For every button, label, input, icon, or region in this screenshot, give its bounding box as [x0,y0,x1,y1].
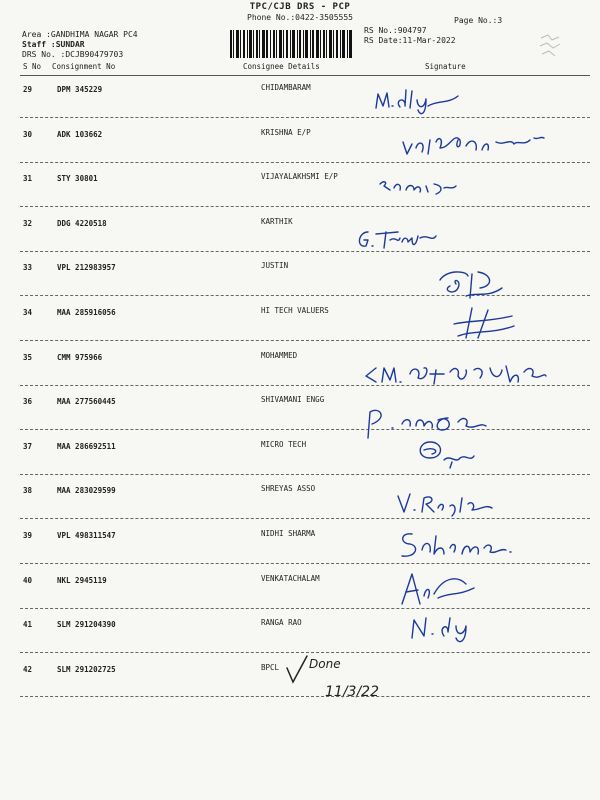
rs-number: RS No.:904797 [364,26,427,35]
signature-row-40 [398,568,482,608]
serial-number: 39 [23,531,33,540]
consignment-number: SLM 291202725 [57,664,116,674]
done-annotation [285,652,400,700]
consignee-name: JUSTIN [261,261,289,271]
rs-date: RS Date:11-Mar-2022 [364,36,456,45]
serial-number: 32 [23,218,33,228]
sheet-title: TPC/CJB DRS - PCP [249,2,351,12]
consignee-name: KRISHNA E/P [261,127,311,137]
row-separator [20,206,590,207]
serial-number: 33 [23,263,33,273]
consignment-number: MAA 283029599 [57,486,116,496]
serial-number: 42 [23,664,33,674]
consignment-number: SLM 291204390 [57,620,116,630]
row-separator [20,117,590,118]
table-row [0,85,600,130]
done-date: 11/3/22 [325,684,379,700]
page-number: Page No.:3 [454,16,503,25]
table-row [0,397,600,442]
faint-stamp-mark [538,32,562,58]
bottom-rule [20,696,590,697]
consignee-name: RANGA RAO [261,618,302,628]
column-header-signature: Signature [425,62,466,71]
sheet-header [0,2,600,22]
table-row [0,174,600,219]
serial-number: 30 [23,129,33,139]
table-row [0,439,600,487]
table-row [0,573,600,621]
consignment-number: VPL 498311547 [57,531,116,540]
signature-row-31 [378,176,460,198]
signature-row-35 [364,358,550,388]
table-row [0,216,600,264]
serial-number: 34 [23,308,33,317]
drs-number: DRS No. :DCJB90479703 [22,50,124,59]
signature-row-37 [410,428,482,468]
area-label: Area :GANDHIMA NAGAR PC4 [22,30,138,39]
row-separator [20,429,590,430]
consignment-number: ADK 103662 [57,129,103,139]
signature-row-38 [394,490,498,518]
row-separator [20,608,590,609]
consignee-name: BPCL [261,662,280,672]
row-separator [20,251,590,252]
serial-number: 35 [23,352,33,362]
header-left-info [22,30,138,60]
column-header-consignment: Consignment No [52,62,116,71]
row-separator [20,518,590,519]
consignment-number: DDG 4220518 [57,218,107,228]
signature-row-39 [396,528,518,562]
serial-number: 31 [23,174,33,184]
row-separator [20,563,590,564]
consignee-name: CHIDAMBARAM [261,83,311,92]
row-separator [20,474,590,475]
signature-row-34 [448,304,520,342]
header-rule [20,75,590,76]
consignment-number: STY 30801 [57,174,98,184]
row-separator [20,162,590,163]
barcode-image [230,30,352,58]
consignment-number: MAA 277560445 [57,397,116,407]
consignee-name: VENKATACHALAM [261,573,320,583]
consignment-number: DPM 345229 [57,85,103,94]
signature-row-41 [408,614,472,644]
consignee-name: MOHAMMED [261,350,298,360]
serial-number: 36 [23,397,33,407]
consignee-name: SHIVAMANI ENGG [261,395,325,405]
consignee-name: VIJAYALAKHSMI E/P [261,172,338,182]
table-row [0,486,600,531]
consignee-name: NIDHI SHARMA [261,529,316,538]
signature-row-33 [436,266,512,304]
signature-row-29 [372,86,464,116]
consignment-number: MAA 285916056 [57,308,116,317]
header-right-info [364,26,456,46]
serial-number: 38 [23,486,33,496]
consignment-number: MAA 286692511 [57,441,116,451]
signature-row-32 [354,226,440,252]
consignment-number: NKL 2945119 [57,575,107,585]
consignee-name: HI TECH VALUERS [261,306,329,315]
serial-number: 37 [23,441,33,451]
done-text: Done [309,657,341,671]
serial-number: 40 [23,575,33,585]
staff-label: Staff :SUNDAR [22,40,85,49]
consignee-name: SHREYAS ASSO [261,484,316,494]
consignee-name: KARTHIK [261,216,293,226]
consignment-number: VPL 212983957 [57,263,116,273]
serial-number: 41 [23,620,33,630]
consignment-number: CMM 975966 [57,352,103,362]
consignee-name: MICRO TECH [261,439,307,449]
column-header-consignee: Consignee Details [243,62,320,71]
serial-number: 29 [23,85,33,94]
column-header-sno: S No [23,62,42,71]
signature-row-30 [400,126,550,160]
phone-number: Phone No.:0422-3505555 [247,13,353,22]
